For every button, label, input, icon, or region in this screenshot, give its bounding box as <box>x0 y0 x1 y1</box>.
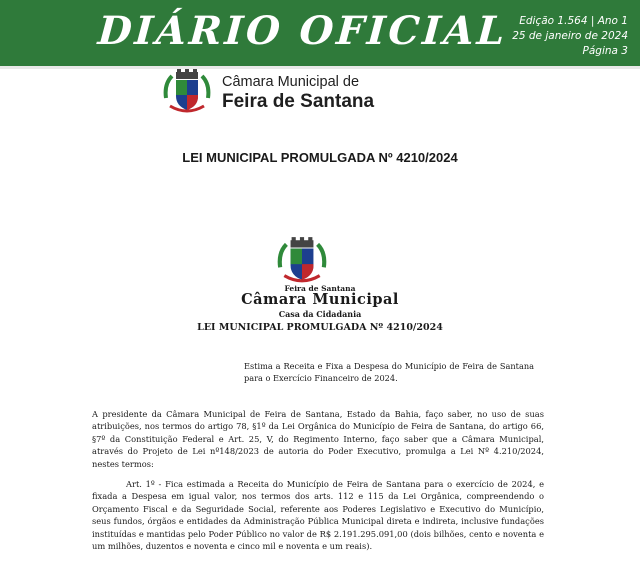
header-logo <box>162 68 422 114</box>
coat-of-arms-icon <box>276 236 328 284</box>
coat-of-arms-icon <box>162 68 212 114</box>
masthead-title: DIÁRIO OFICIAL <box>96 8 510 54</box>
institution-city: Feira de Santana <box>284 284 356 293</box>
article-1-paragraph: Art. 1º - Fica estimada a Receita do Município de Feira de Santana para o exercício de 2024, e fixada a Despesa em igual valor, nos termos dos arts. 112 e 115 da Lei Orgânica, compreendendo o Orçamento Fiscal e da Seguridade Social, referente aos Poderes Legislativo e Executivo do Município, seus fundos, órgãos e entidades da Administração Pública Municipal direta e indireta, inclusive fundações instituídas e mantidas pelo Poder Público no valor de R$ 2.191.295.091,00 (dois bilhões, cento e noventa e um milhões, duzentos e noventa e cinco mil e noventa e um reais). <box>92 479 544 552</box>
law-title-document: LEI MUNICIPAL PROMULGADA Nº 4210/2024 <box>197 322 443 333</box>
ementa: Estima a Receita e Fixa a Despesa do Município de Feira de Santana para o Exercício Financeiro de 2024. <box>244 361 534 383</box>
law-title-header: LEI MUNICIPAL PROMULGADA Nº 4210/2024 <box>182 150 458 165</box>
institution-subtitle: Casa da Cidadania <box>278 309 362 319</box>
page-label: Página 3 <box>582 45 628 57</box>
masthead-info <box>512 14 628 59</box>
institution-name: Câmara Municipal <box>241 291 399 308</box>
date-label: 25 de janeiro de 2024 <box>512 30 628 42</box>
masthead <box>0 0 640 69</box>
logo-line1: Câmara Municipal de <box>222 74 360 90</box>
logo-text <box>222 74 374 113</box>
preamble-paragraph: A presidente da Câmara Municipal de Feira de Santana, Estado da Bahia, faço saber, no uso de suas atribuições, nos termos do artigo 78, §1º da Lei Orgânica do Município de Feira de Santana, do artigo 66, §7º da Constituição Federal e Art. 25, V, do Regimento Interno, faço saber que a Câmara Municipal, através do Projeto de Lei nº148/2023 de autoria do Poder Executivo, promulga a Lei Nº 4.210/2024, nestes termos: <box>92 409 544 469</box>
edition-label: Edição 1.564 | Ano 1 <box>519 15 628 27</box>
logo-line2: Feira de Santana <box>222 91 375 112</box>
